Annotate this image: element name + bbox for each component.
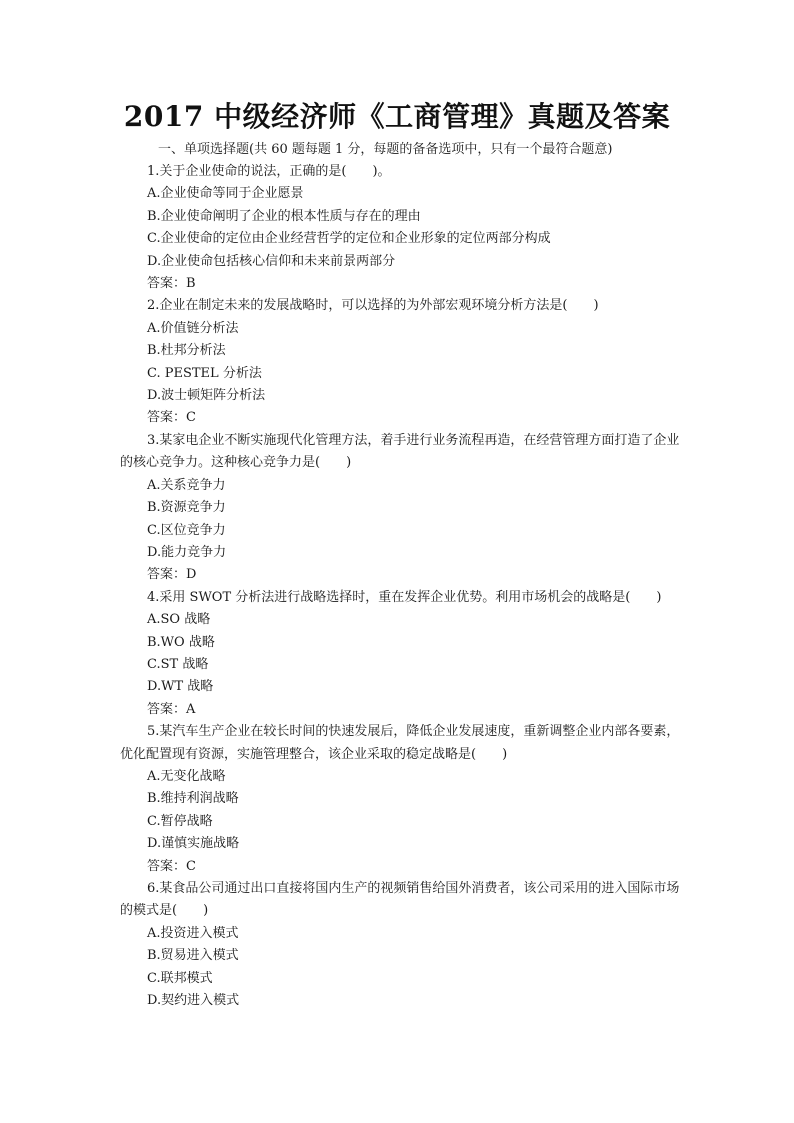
option-a: A.价值链分析法 (147, 320, 239, 336)
question-item (120, 721, 680, 878)
option-d: D.能力竞争力 (147, 544, 227, 560)
option-b: B.资源竞争力 (147, 500, 226, 516)
option-d: D.契约进入模式 (147, 993, 240, 1009)
option-d: D.波士顿矩阵分析法 (147, 388, 266, 404)
option-c: C.ST 战略 (147, 656, 209, 672)
option-d: D.企业使命包括核心信仰和未来前景两部分 (147, 253, 396, 269)
option-c: C. PESTEL 分析法 (147, 365, 262, 381)
answer-line: 答案：B (147, 276, 196, 292)
option-d: D.谨慎实施战略 (147, 836, 240, 852)
question-list (120, 161, 680, 1012)
option-c: C.联邦模式 (147, 970, 213, 986)
option-a: A.投资进入模式 (147, 925, 239, 941)
option-a: A.无变化战略 (147, 768, 226, 784)
option-c: C.企业使命的定位由企业经营哲学的定位和企业形象的定位两部分构成 (147, 231, 551, 247)
answer-line: 答案：D (147, 567, 197, 583)
question-item (120, 295, 680, 429)
question-stem: 4.采用 SWOT 分析法进行战略选择时，重在发挥企业优势。利用市场机会的战略是( ) (147, 589, 662, 605)
question-stem: 5.某汽车生产企业在较长时间的快速发展后，降低企业发展速度，重新调整企业内部各要素，优化配置现有资源，实施管理整合，该企业采取的稳定战略是( ) (120, 724, 680, 762)
answer-line: 答案：A (147, 701, 196, 717)
document-title: 2017 中级经济师《工商管理》真题及答案 (123, 100, 671, 133)
question-item (120, 161, 680, 295)
option-a: A.关系竞争力 (147, 477, 226, 493)
option-b: B.贸易进入模式 (147, 948, 239, 964)
question-item (120, 430, 680, 587)
option-c: C.区位竞争力 (147, 522, 226, 538)
option-a: A.企业使命等同于企业愿景 (147, 186, 304, 202)
option-d: D.WT 战略 (147, 679, 214, 695)
option-b: B.企业使命阐明了企业的根本性质与存在的理由 (147, 208, 421, 224)
answer-line: 答案：C (147, 410, 196, 426)
question-stem: 6.某食品公司通过出口直接将国内生产的视频销售给国外消费者，该公司采用的进入国际市场的模式是( ) (120, 881, 680, 919)
option-b: B.维持利润战略 (147, 791, 239, 807)
option-b: B.杜邦分析法 (147, 343, 226, 359)
option-a: A.SO 战略 (147, 612, 211, 628)
question-item (120, 878, 680, 1012)
answer-line: 答案：C (147, 858, 196, 874)
question-stem: 3.某家电企业不断实施现代化管理方法，着手进行业务流程再造，在经营管理方面打造了企业的核心竞争力。这种核心竞争力是( ) (120, 432, 680, 471)
question-stem: 1.关于企业使命的说法，正确的是( )。 (147, 164, 391, 179)
option-b: B.WO 战略 (147, 634, 215, 650)
option-c: C.暂停战略 (147, 813, 213, 829)
question-stem: 2.企业在制定未来的发展战略时，可以选择的为外部宏观环境分析方法是( ) (147, 298, 599, 314)
question-item (120, 587, 680, 721)
section-heading: 一、单项选择题(共 60 题每题 1 分，每题的备备选项中，只有一个最符合题意) (158, 142, 613, 157)
